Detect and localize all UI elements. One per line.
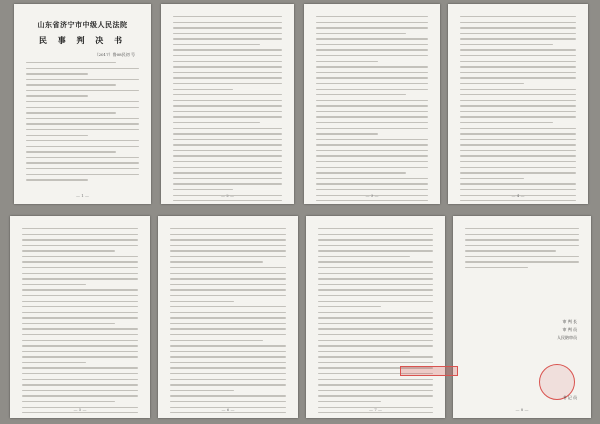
judge-label: 审 判 员 (562, 327, 577, 332)
page-number: — 8 — (515, 407, 529, 412)
page-1 (14, 4, 151, 204)
page-6 (158, 216, 298, 418)
page-number: — 3 — (365, 193, 379, 198)
page-5 (10, 216, 150, 418)
clerk-label: 书 记 员 (562, 395, 577, 400)
signature-block (557, 318, 577, 342)
page-number: — 2 — (220, 193, 235, 198)
page-text (318, 228, 433, 418)
page-text (22, 228, 138, 418)
page-text (460, 16, 576, 204)
chief-judge-label: 审 判 长 (562, 319, 577, 324)
page-number: — 6 — (221, 407, 235, 412)
page-7 (306, 216, 445, 418)
page-3 (304, 4, 440, 204)
juror-label: 人民陪审员 (557, 335, 577, 340)
clerk-block (562, 394, 577, 402)
page-text (173, 16, 282, 204)
document-title: 民 事 判 决 书 (38, 35, 127, 45)
page-4 (448, 4, 588, 204)
page-2 (161, 4, 294, 204)
page-number: — 5 — (73, 407, 87, 412)
page-number: — 1 — (75, 193, 90, 198)
page-text (316, 16, 428, 204)
seam-stamp (400, 366, 458, 376)
case-number: （2017）鲁08民初 号 (94, 52, 135, 57)
page-8 (453, 216, 591, 418)
page-text (465, 228, 579, 273)
page-text (170, 228, 286, 418)
page-number: — 4 — (511, 193, 525, 198)
court-name: 山东省济宁市中级人民法院 (37, 20, 128, 29)
page-number: — 7 — (368, 407, 383, 412)
page-text (26, 62, 139, 185)
